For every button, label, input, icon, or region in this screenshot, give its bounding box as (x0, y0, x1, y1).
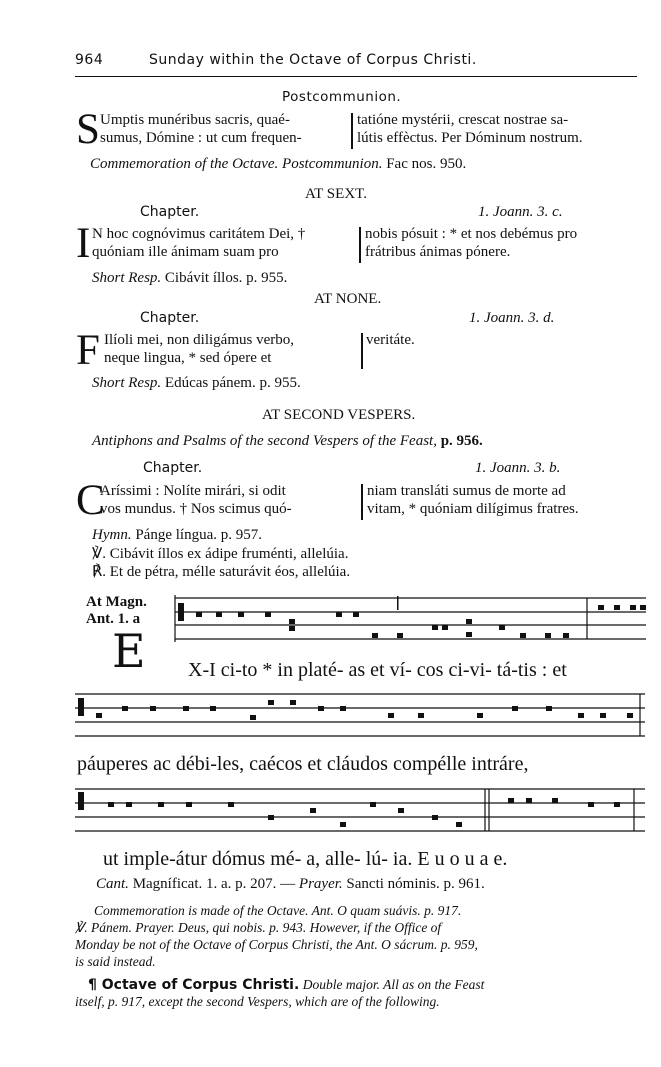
prayer-text: Sancti nóminis. p. 961. (346, 876, 485, 892)
sext-heading: AT SEXT. (305, 186, 367, 202)
chant-initial: E (112, 624, 146, 678)
staff-2 (75, 694, 645, 736)
postcommunion-left-2: sumus, Dómine : ut cum frequen- (100, 130, 302, 146)
short-resp-text: Cibávit íllos. p. 955. (164, 270, 288, 286)
vespers-right-2: vitam, * quóniam dilígimus fratres. (367, 501, 579, 517)
note-line-3: Monday be not of the Octave of Corpus Christi, the Ant. O sácrum. p. 959, (75, 937, 478, 952)
none-ref: 1. Joann. 3. d. (469, 310, 555, 326)
sext-left-2: quóniam ille ánimam suam pro (92, 244, 279, 260)
cant-text: Magníficat. 1. a. p. 207. — (132, 876, 296, 892)
vespers-left-1: Aríssimi : Nolíte mirári, si odit (100, 483, 286, 499)
neumes-3 (78, 792, 620, 827)
note-line-1: Commemoration is made of the Octave. Ant. O quam suávis. p. 917. (94, 903, 462, 918)
postcommunion-heading: Postcommunion. (282, 89, 402, 105)
cant-line (96, 876, 485, 893)
none-chapter: Chapter. (140, 310, 200, 326)
versicle-symbol: ℣. (92, 546, 107, 562)
short-resp-text: Edúcas pánem. p. 955. (164, 375, 301, 391)
chant-lyric-2: páuperes ac débi-les, caécos et cláudos compélle intráre, (77, 753, 529, 775)
vespers-right-1: niam transláti sumus de morte ad (367, 483, 566, 499)
chant-label-2: Ant. 1. a (86, 611, 141, 627)
staff-3 (75, 789, 645, 831)
chant-label-1: At Magn. (86, 594, 147, 610)
commemoration-ref: Fac nos. 950. (386, 156, 467, 172)
response-text: Et de pétra, mélle saturávit éos, allelúia. (109, 564, 351, 580)
neumes-1 (178, 596, 646, 638)
dropcap-s: S (76, 106, 100, 153)
short-resp-label: Short Resp. (92, 375, 162, 391)
versicle-text: Cibávit íllos ex ádipe fruménti, allelúia. (109, 546, 349, 562)
chant-lyric-1: X-I ci-to * in platé- as et ví- cos ci-vi- tá-tis : et (188, 659, 567, 681)
none-heading: AT NONE. (314, 291, 382, 307)
page-number: 964 (75, 52, 104, 68)
dropcap-i: I (76, 220, 91, 267)
cant-label: Cant. (96, 876, 129, 892)
octave-rank: Double major. All as on the Feast (302, 977, 485, 992)
postcommunion-left-1: Umptis munéribus sacris, quaé- (100, 112, 290, 128)
postcommunion-right-1: tatióne mystérii, crescat nostrae sa- (357, 112, 569, 128)
response-symbol: ℟. (92, 564, 107, 580)
octave-line-2: itself, p. 917, except the second Vespers, which are of the following. (75, 994, 440, 1009)
neumes-2 (78, 698, 633, 720)
vespers-chapter: Chapter. (143, 460, 203, 476)
antiphons-label: Antiphons and Psalms of the second Vespers of the Feast, (92, 433, 437, 449)
note-line-2: ℣. Pánem. Prayer. Deus, qui nobis. p. 943. However, if the Office of (75, 920, 442, 935)
prayer-label: Prayer. (298, 876, 343, 892)
none-left-1: Ilíoli mei, non diligámus verbo, (104, 332, 294, 348)
sext-right-1: nobis pósuit : * et nos debémus pro (365, 226, 578, 242)
sext-ref: 1. Joann. 3. c. (478, 204, 563, 220)
note-line-4: is said instead. (75, 954, 156, 969)
none-left-2: neque lingua, * sed ópere et (104, 350, 272, 366)
sext-chapter: Chapter. (140, 204, 200, 220)
short-resp-label: Short Resp. (92, 270, 162, 286)
octave-line (88, 977, 484, 994)
postcommunion-right-2: lútis effèctus. Per Dóminum nostrum. (357, 130, 583, 146)
sext-left-1: N hoc cognóvimus caritátem Dei, † (92, 226, 306, 242)
vespers-heading: AT SECOND VESPERS. (262, 407, 416, 423)
staff-1 (175, 595, 646, 642)
octave-title: ¶ Octave of Corpus Christi. (88, 977, 300, 993)
hymn-text: Pánge língua. p. 957. (135, 527, 262, 543)
commemoration-italic: Commemoration of the Octave. Postcommunion. (90, 156, 383, 172)
vespers-ref: 1. Joann. 3. b. (475, 460, 561, 476)
vespers-left-2: vos mundus. † Nos scimus quó- (100, 501, 292, 517)
running-title: Sunday within the Octave of Corpus Christi. (149, 52, 477, 68)
antiphons-page: p. 956. (440, 433, 483, 449)
none-right-1: veritáte. (366, 332, 415, 348)
hymn-label: Hymn. (92, 527, 132, 543)
chant-lyric-3: ut imple-átur dómus mé- a, alle- lú- ia. E u o u a e. (103, 848, 508, 870)
sext-right-2: frátribus ánimas pónere. (365, 244, 511, 260)
dropcap-f: F (76, 327, 100, 374)
dropcap-c: C (76, 477, 105, 524)
